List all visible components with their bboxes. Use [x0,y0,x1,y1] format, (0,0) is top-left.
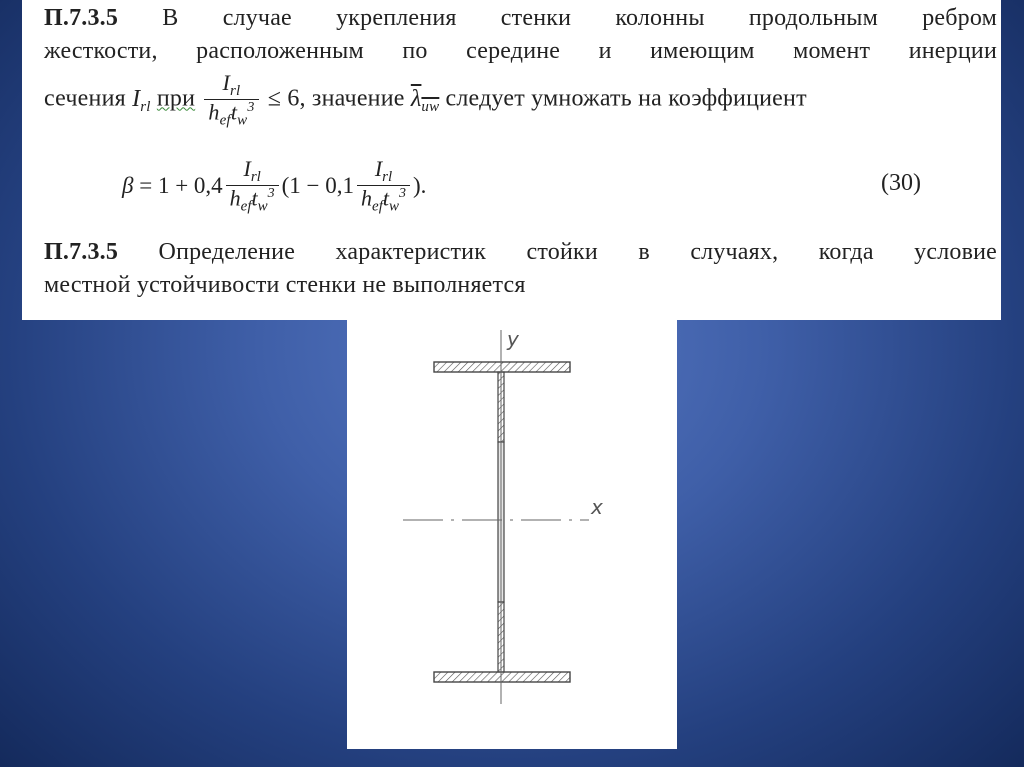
line3-mid: , значение [299,85,405,112]
paragraph-line-3 [44,72,997,128]
paragraph2-line-1 [44,236,997,269]
i-beam-drawing-panel [347,320,677,749]
paragraph-line-2: жесткости, расположенным по середине и имеющим момент инерции [44,38,997,64]
condition-fraction [204,72,258,128]
i-beam-cross-section [347,320,677,749]
equation-number: (30) [881,170,921,196]
condition-value: ≤ 6 [267,85,300,112]
y-axis-label: y [507,327,519,351]
formula-fraction-1: $\frac{I_{rl}}{h_{ef}t_w^3}$ [226,158,279,214]
x-axis-label: x [591,495,603,519]
top-flange [434,362,570,372]
formula-fraction-2: $\frac{I_{rl}}{h_{ef}t_w^3}$ [357,158,410,214]
inertia-symbol: $I_{rl}$ [132,85,151,115]
fraction-denominator: $h_{ef}t_w^3$ [204,99,258,128]
paragraph-text-1: В случае укрепления стенки колонны продольным ребром [162,5,997,31]
section-number: П.7.3.5 [44,5,119,31]
text-panel [22,0,1001,320]
bottom-flange [434,672,570,682]
line3-prefix: сечения [44,85,126,112]
beta-formula [122,148,942,224]
paragraph2-line-2: местной устойчивости стенки не выполняется [44,272,526,298]
section2-number: П.7.3.5 [44,239,119,265]
paragraph-line-1 [44,2,997,35]
lambda-symbol: $\lambda_{uw}$ [410,85,440,115]
line3-suffix: следует умножать на коэффициент [445,85,807,112]
formula-part-2: (1 − 0,1 [281,173,355,198]
formula-part-3: ). [413,173,427,198]
beta-symbol: β [122,173,134,198]
paragraph-stiffener-rule [44,2,997,129]
formula-part-1: = 1 + 0,4 [139,173,223,198]
fraction-numerator: $I_{rl}$ [222,70,241,99]
paragraph-column-characteristics [44,236,997,302]
paragraph2-text-1: Определение характеристик стойки в случаях, когда условие [158,239,998,265]
pri-word: при [156,85,196,112]
